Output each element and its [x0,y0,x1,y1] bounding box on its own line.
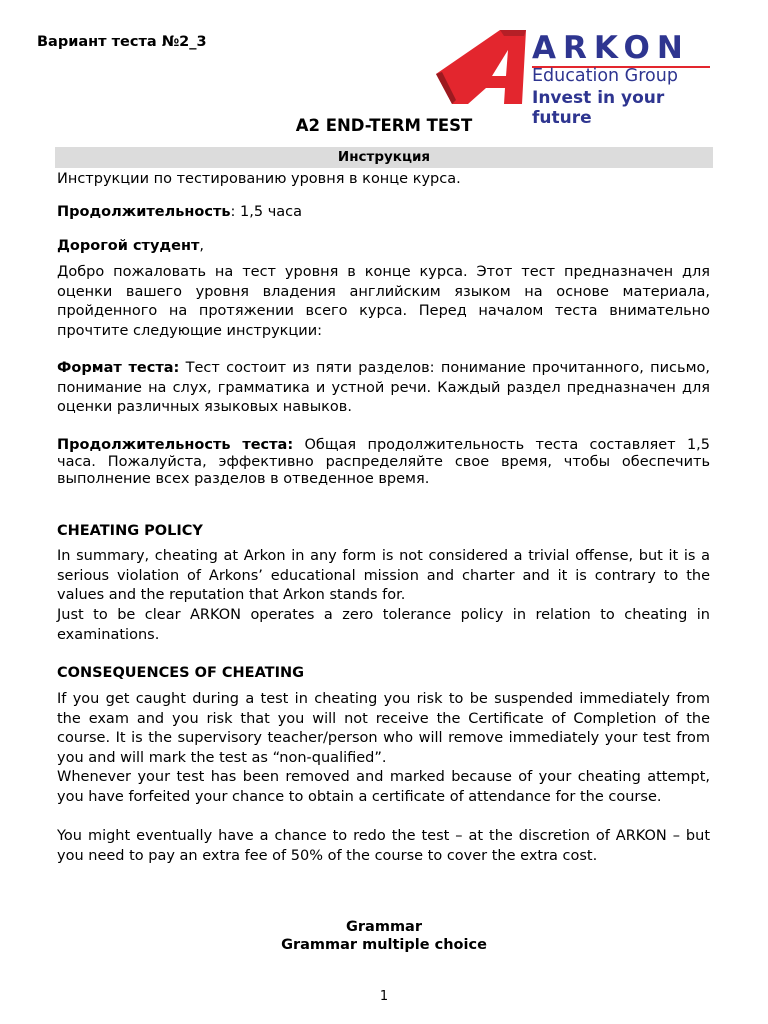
format-label: Формат теста: [57,360,180,376]
section-subtitle: Grammar multiple choice [281,937,487,953]
test-duration-label: Продолжительность теста: [57,437,294,453]
consequences-heading: CONSEQUENCES OF CHEATING [57,665,305,681]
consequences-p3: You might eventually have a chance to redo the test – at the discretion of ARKON – but you need to pay an extra fee of 50% of the course to cover the extra cost. [57,828,710,864]
welcome-paragraph: Добро пожаловать на тест уровня в конце курса. Этот тест предназначен для оценки вашего уровня владения английским языком на основе материала, пройденного на протяжении всего курса. Перед началом теста внимательно прочтите следующие инструкции: [57,264,710,339]
instructions-header: Инструкция [55,147,713,168]
duration-value: : 1,5 часа [230,204,303,220]
duration-label: Продолжительность [57,204,231,220]
test-duration-text: Общая продолжительность теста составляет 1,5 часа. Пожалуйста, эффективно распределяйте свое время, чтобы обеспечить выполнение всех разделов в отведенное время. [57,437,711,487]
greeting-line [57,237,710,257]
logo-education-group: Education Group [532,66,678,86]
arkon-a-logo-icon [434,26,530,108]
variant-label: Вариант теста №2_3 [37,34,207,50]
logo-brand-text: ARKON [532,30,690,66]
cheating-policy-p2: Just to be clear ARKON operates a zero tolerance policy in relation to cheating in examinations. [57,607,710,643]
cheating-policy-heading: CHEATING POLICY [57,523,203,539]
consequences-p2: Whenever your test has been removed and marked because of your cheating attempt, you have forfeited your chance to obtain a certificate of attendance for the course. [57,769,710,805]
test-duration-paragraph [57,437,710,488]
greeting-comma: , [199,238,204,254]
greeting-label: Дорогой студент [57,238,200,254]
format-text: Тест состоит из пяти разделов: понимание прочитанного, письмо, понимание на слух, грамматика и устной речи. Каждый раздел предназначен для оценки различных языковых навыков. [57,360,710,415]
page-number: 1 [379,989,389,1004]
consequences-p1: If you get caught during a test in cheating you risk to be suspended immediately from the exam and you risk that you will not receive the Certificate of Completion of the course. It is the supervisory teacher/person who will remove immediately your test from you and will mark the test as “non-qualified”. [57,691,710,766]
logo-tagline: Invest in your future [532,88,665,128]
section-title: Grammar [346,919,422,935]
intro-text: Инструкции по тестированию уровня в конце курса. [57,171,461,187]
arkon-logo [434,26,714,128]
cheating-policy-p1: In summary, cheating at Arkon in any form is not considered a trivial offense, but it is a serious violation of Arkons’ educational mission and charter and it is contrary to the values and the reputation that Arkon stands for. [57,548,710,603]
page-title: A2 END-TERM TEST [295,116,473,135]
format-paragraph [57,359,710,418]
duration-line [57,203,710,223]
